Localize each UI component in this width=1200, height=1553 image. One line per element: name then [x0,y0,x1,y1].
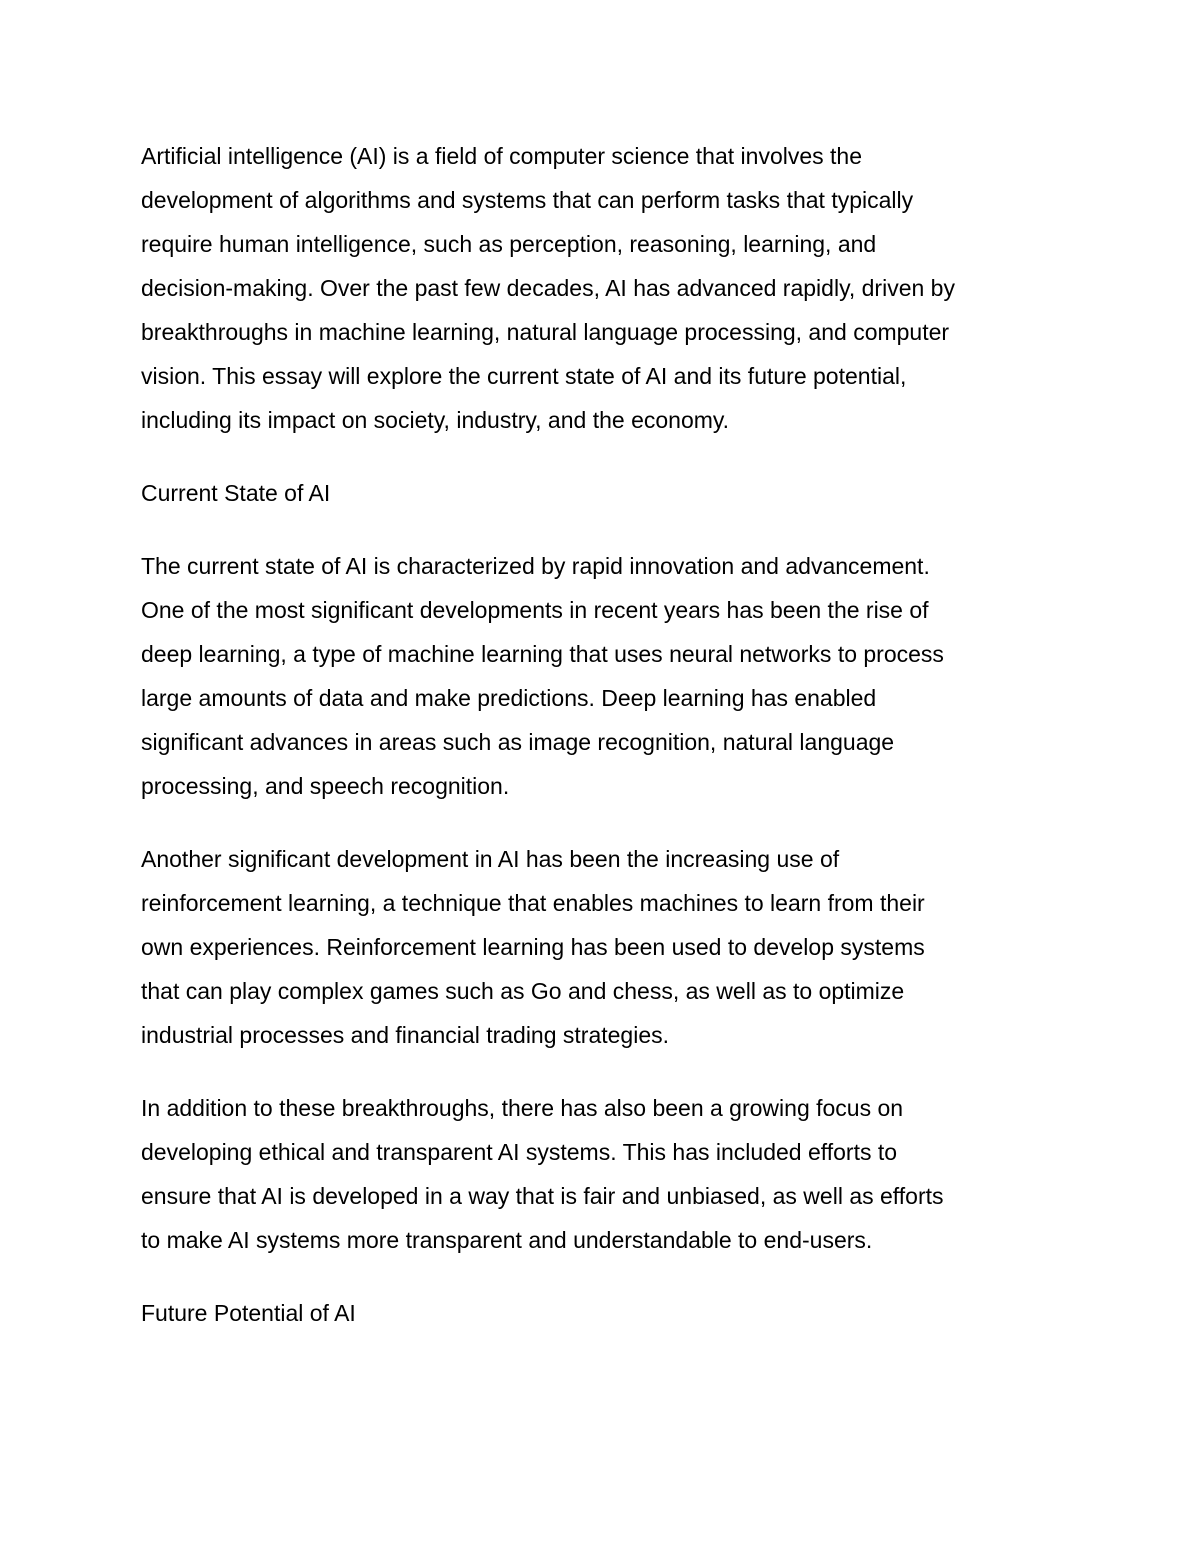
text-line: reinforcement learning, a technique that enables machines to learn from their [141,890,925,916]
body-paragraph [141,544,1061,808]
text-line: development of algorithms and systems that can perform tasks that typically [141,187,914,213]
section-heading-future-potential: Future Potential of AI [141,1300,356,1326]
text-line: In addition to these breakthroughs, there has also been a growing focus on [141,1095,904,1121]
text-line: that can play complex games such as Go and chess, as well as to optimize [141,978,905,1004]
body-paragraph [141,837,1061,1057]
text-line: to make AI systems more transparent and understandable to end-users. [141,1227,873,1253]
text-line: The current state of AI is characterized by rapid innovation and advancement. [141,553,930,579]
text-line: vision. This essay will explore the current state of AI and its future potential, [141,363,907,389]
text-line: Another significant development in AI has been the increasing use of [141,846,840,872]
text-line: processing, and speech recognition. [141,773,510,799]
text-line: significant advances in areas such as image recognition, natural language [141,729,895,755]
text-line: own experiences. Reinforcement learning has been used to develop systems [141,934,925,960]
text-line: ensure that AI is developed in a way that is fair and unbiased, as well as efforts [141,1183,944,1209]
text-line: Artificial intelligence (AI) is a field of computer science that involves the [141,143,862,169]
body-paragraph [141,1086,1061,1262]
document-body [141,134,1061,1364]
section-heading-current-state: Current State of AI [141,480,331,506]
text-line: developing ethical and transparent AI systems. This has included efforts to [141,1139,898,1165]
text-line: One of the most significant developments in recent years has been the rise of [141,597,929,623]
intro-paragraph [141,134,1061,442]
text-line: deep learning, a type of machine learning that uses neural networks to process [141,641,944,667]
text-line: require human intelligence, such as perception, reasoning, learning, and [141,231,877,257]
text-line: breakthroughs in machine learning, natural language processing, and computer [141,319,950,345]
text-line: including its impact on society, industry, and the economy. [141,407,730,433]
text-line: decision-making. Over the past few decades, AI has advanced rapidly, driven by [141,275,955,301]
text-line: large amounts of data and make predictions. Deep learning has enabled [141,685,877,711]
text-line: industrial processes and financial trading strategies. [141,1022,670,1048]
